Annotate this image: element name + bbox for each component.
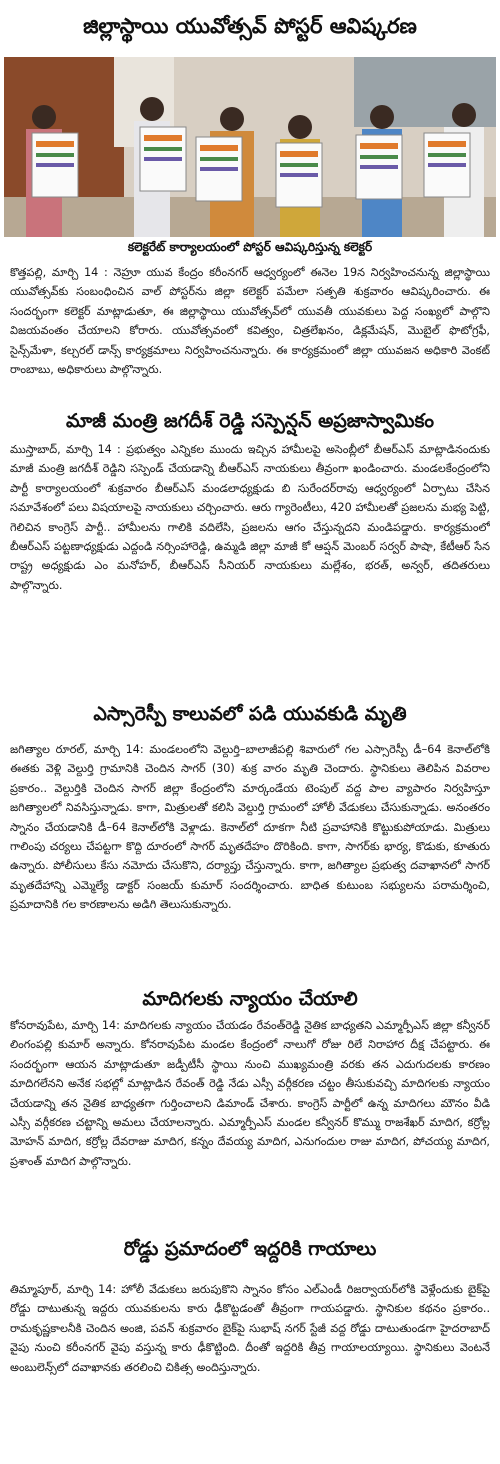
article2-body: ముస్తాబాద్, మార్చి 14 : ప్రభుత్వం ఎన్నికల ముందు ఇచ్చిన హామీలపై అసెంబ్లీలో బీఆర్ఎస్ మాట్లాడినందుకు మాజీ మంత్రి జగదీశ్ రెడ్డిని సస్పెండ్ చేయడాన్ని బీఆర్ఎస్ నాయకులు తీవ్రంగా ఖండించారు. మండలకేంద్రంలోని పార్టీ కార్యాలయంలో శుక్రవారం బీఆర్ఎస్ మండలాధ్యక్షుడు బి సురేందర్‌రావు ఆధ్వర్యంలో ఏర్పాటు చేసిన సమావేశంలో పలు విషయాలపై నాయకులు చర్చించారు. ఆరు గ్యారెంటీలు, 420 హామీలతో ప్రజలను మభ్య పెట్టి, గెలిచిన కాంగ్రెస్ పార్టీ.. హామీలను గాలికి వదిలేసి, ప్రజలను ఆగం చేస్తున్నదని మండిపడ్డారు. కార్యక్రమంలో బీఆర్ఎస్ పట్టణాధ్యక్షుడు ఎద్దండి నర్సింహారెడ్డి, ఉమ్మడి జిల్లా మాజీ కో ఆప్షన్ మెంబర్ సర్వర్ పాషా, కేటీఆర్ సేన రాష్ట్ర అధ్యక్షుడు ఎం మనోహర్, బీఆర్ఎస్ సీనియర్ నాయకులు మల్లేశం, భరత్, అన్వర్, తదితరులు పాల్గొన్నారు. (10, 443, 490, 592)
poster-launch-photo (4, 57, 496, 237)
article1-headline: జిల్లాస్థాయి యువోత్సవ్ పోస్టర్ ఆవిష్కరణ (83, 14, 417, 38)
article5-headline: రోడ్డు ప్రమాదంలో ఇద్దరికి గాయాలు (123, 1238, 377, 1260)
article1-body: కొత్తపల్లి, మార్చి 14 : నెహ్రూ యువ కేంద్రం కరీంనగర్ ఆధ్వర్యంలో ఈనెల 19న నిర్వహించనున్న జిల్లాస్థాయి యువోత్సవ్‌కు సంబంధించిన వాల్ పోస్టర్‌ను జిల్లా కలెక్టర్ పమేలా సత్పతి శుక్రవారం ఆవిష్కరించారు. ఈ సందర్భంగా కలెక్టర్ మాట్లాడుతూ, ఈ జిల్లాస్థాయి యువోత్సవ్‌లో యువతీ యువకులు పెద్ద సంఖ్యలో పాల్గొని విజయవంతం చేయాలని కోరారు. యువోత్సవంలో కవిత్వం, చిత్రలేఖనం, డిక్లమేషన్, మొబైల్ ఫొటోగ్రఫీ, సైన్స్‌మేళా, కల్చరల్ డాన్స్ కార్యక్రమాలు నిర్వహించనున్నారు. ఈ కార్యక్రమంలో జిల్లా యువజన అధికారి వెంకట్ రాంబాబు, అధికారులు పాల్గొన్నారు. (10, 266, 490, 377)
article5-body: తిమ్మాపూర్, మార్చి 14: హోలీ వేడుకలు జరుపుకొని స్నానం కోసం ఎల్ఎండీ రిజర్వాయర్‌లోకి వెళ్లేందుకు బైక్‌పై రోడ్డు దాటుతున్న ఇద్దరు యువకులను కారు ఢీకొట్టడంతో తీవ్రంగా గాయపడ్డారు. స్థానికుల కథనం ప్రకారం.. రామకృష్ణకాలనీకి చెందిన అంజి, పవన్ శుక్రవారం బైక్‌పై సుభాష్ నగర్ స్టేజీ వద్ద రోడ్డు దాటుతుండగా హైదరాబాద్ వైపు నుంచి కరీంనగర్ వైపు వస్తున్న కారు ఢీకొట్టింది. దీంతో ఇద్దరికి తీవ్ర గాయాలయ్యాయి. స్థానికులు వెంటనే అంబులెన్స్‌లో దవాఖానకు తరలించి చికిత్స అందిస్తున్నారు. (10, 1283, 490, 1374)
photo-caption: కలెక్టరేట్ కార్యాలయంలో పోస్టర్ ఆవిష్కరిస్తున్న కలెక్టర్ (127, 240, 373, 254)
article4-body: కోనరావుపేట, మార్చి 14: మాదిగలకు న్యాయం చేయడం రేవంత్‌రెడ్డి నైతిక బాధ్యతని ఎమ్మార్పీఎస్ జిల్లా కన్వీనర్ లింగంపల్లి కుమార్ అన్నారు. కోనరావుపేట మండల కేంద్రంలో నాలుగో రోజు రిలే నిరాహార దీక్ష చేపట్టారు. ఈ సందర్భంగా ఆయన మాట్లాడుతూ జడ్పీటీసీ స్థాయి నుంచి ముఖ్యమంత్రి వరకు తన ఎదుగుదలకు కారణం మాదిగలేనని అనేక సభల్లో మాట్లాడిన రేవంత్ రెడ్డి నేడు ఎస్సీ వర్గీకరణ చట్టం తీసుకువచ్చి మాదిగలకు న్యాయం చేయడాన్ని తన నైతిక బాధ్యతగా గుర్తించాలని డిమాండ్ చేశారు. కాంగ్రెస్ పార్టీలో ఉన్న మాదిగలు మౌనం వీడి ఎస్సీ వర్గీకరణ చట్టాన్ని అమలు చేయాలన్నారు. ఎమ్మార్పీఎస్ మండల కన్వీనర్ కొమ్ము రాజశేఖర్ మాదిగ, కర్రోల్ల మోహన్ మాదిగ, కర్రోల్ల దేవరాజు మాదిగ, కన్నం దేవయ్య మాదిగ, ఎనుగందుల రాజు మాదిగ, పోచయ్య మాదిగ, ప్రశాంత్ మాదిగ పాల్గొన్నారు. (10, 1019, 490, 1168)
article4-headline: మాదిగలకు న్యాయం చేయాలి (142, 988, 358, 1010)
article3-body: జగిత్యాల రూరల్, మార్చి 14: మండలంలోని వెల్దుర్తి–బాలాజీపల్లి శివారులో గల ఎస్సారెస్పీ డీ–64 కెనాల్‌లోకి ఈతకు వెళ్లి వెల్దుర్తి గ్రామానికి చెందిన సాగర్ (30) శుక్ర వారం మృతి చెందారు. స్థానికులు తెలిపిన వివరాల ప్రకారం.. వెల్దుర్తికి చెందిన సాగర్ జిల్లా కేంద్రంలోని మార్కండేయ టెంపుల్ వద్ద పాల వ్యాపారం నిర్వహిస్తూ జగిత్యాలలో నివసిస్తున్నాడు. కాగా, మిత్రులతో కలిసి వెల్దుర్తి గ్రామంలో హోలీ వేడుకలు చేసుకున్నాడు. అనంతరం స్నానం చేయడానికి డీ–64 కెనాల్‌లోకి వెళ్లాడు. కెనాల్‌లో దూకగా నీటి ప్రవాహానికి కొట్టుకుపోయాడు. మిత్రులు గాలింపు చర్యలు చేపట్టగా కొద్ది దూరంలో సాగర్ మృతదేహం దొరికింది. కాగా, సాగర్‌కు భార్య, కొడుకు, కూతురు ఉన్నారు. పోలీసులు కేసు నమోదు చేసుకొని, దర్యాప్తు చేస్తున్నారు. కాగా, జగిత్యాల ప్రభుత్వ దవాఖానలో సాగర్ మృతదేహాన్ని ఎమ్మెల్యే డాక్టర్ సంజయ్ కుమార్ సందర్శించారు. బాధిత కుటుంబ సభ్యులను పరామర్శించి, ప్రమాదానికి గల కారణాలను అడిగి తెలుసుకున్నారు. (10, 743, 490, 912)
article3-headline: ఎస్సారెస్పీ కాలువలో పడి యువకుడి మృతి (93, 703, 407, 725)
photo-illustration (4, 57, 496, 237)
article2-headline: మాజీ మంత్రి జగదీశ్ రెడ్డి సస్పెన్షన్ అప్రజాస్వామికం (65, 410, 435, 432)
